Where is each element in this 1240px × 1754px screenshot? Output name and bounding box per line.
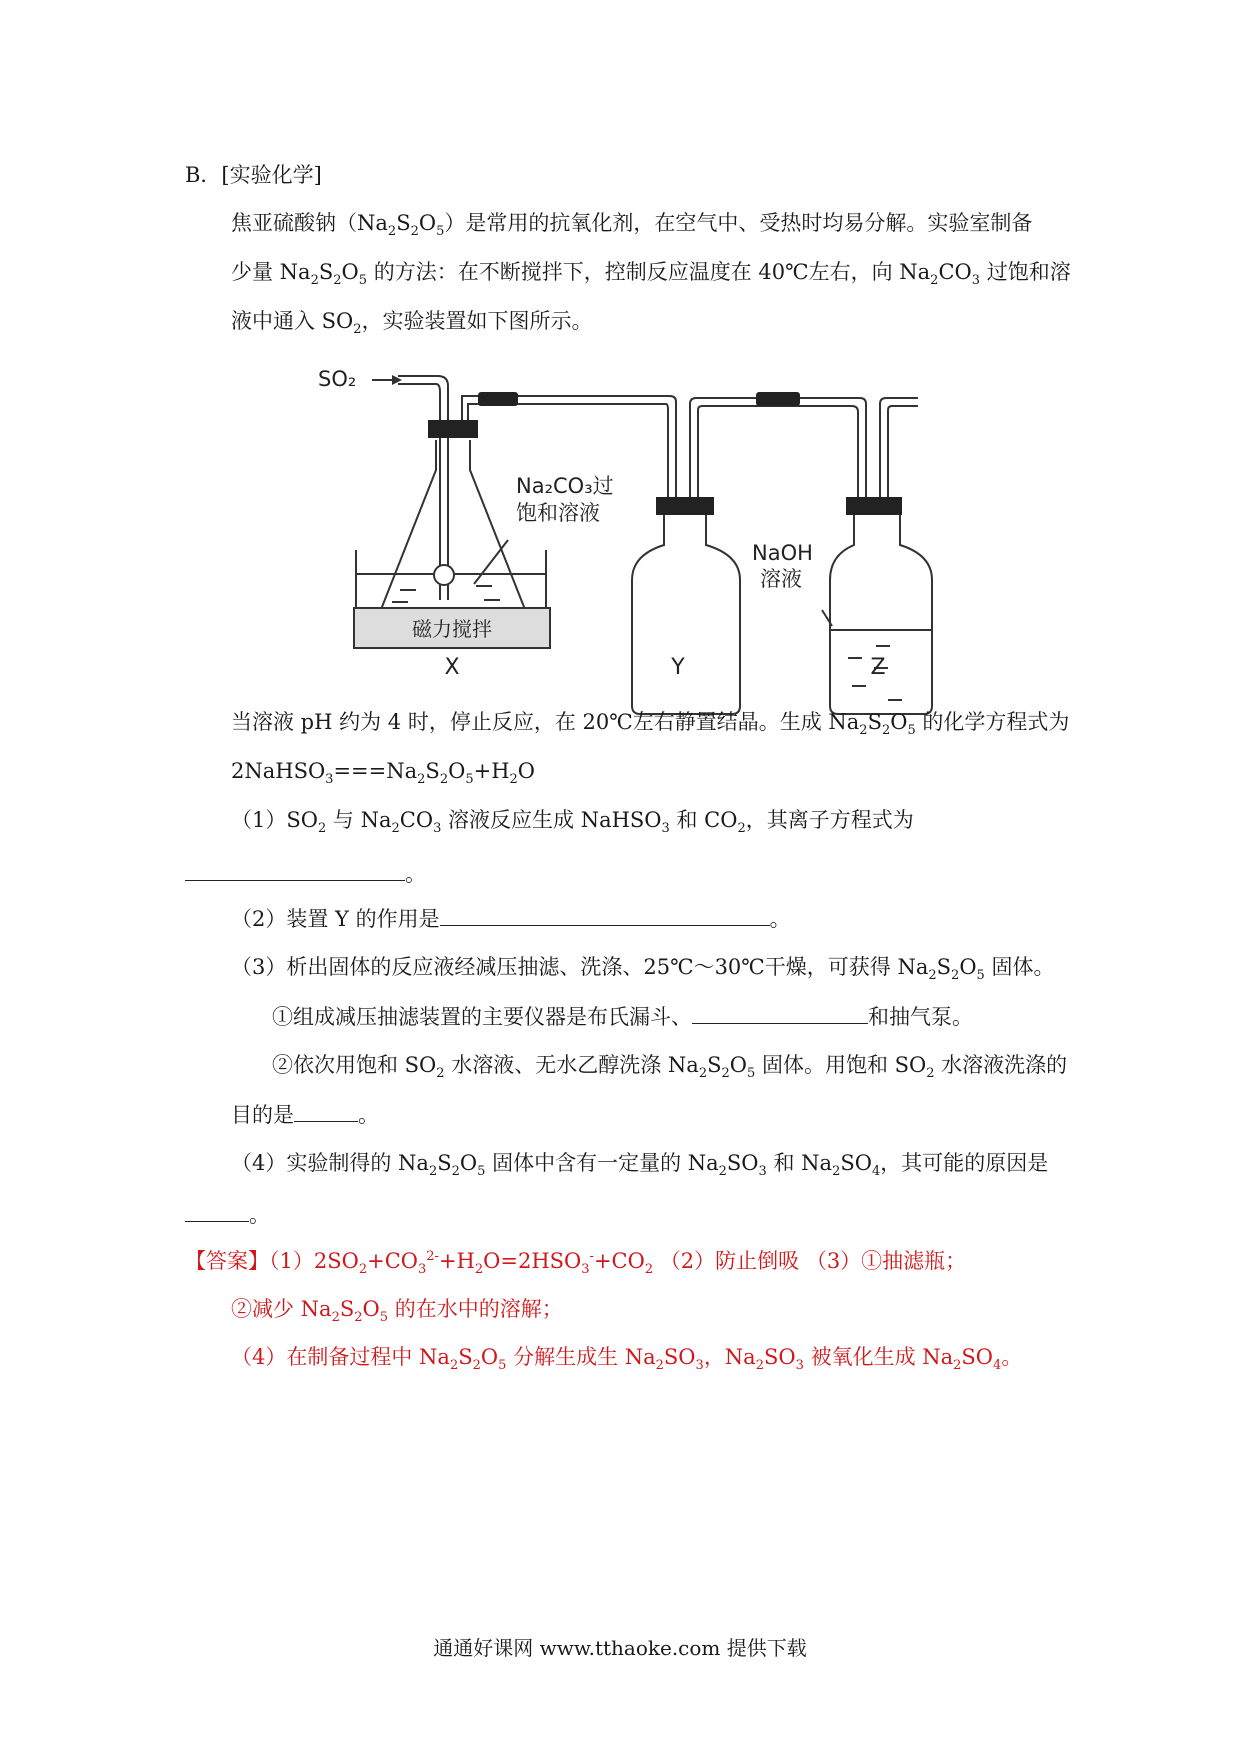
tube-y-to-z bbox=[690, 398, 866, 515]
question-1: $(1)SO_2$ 与 $Na_2CO_3$ 溶液反应生成 NaHSO$_3$ 和 $CO_2$，其离子方程式为 bbox=[231, 808, 914, 837]
page-footer: 通通好课网 www.tthaoke.com 提供下载 bbox=[433, 1636, 807, 1660]
so2-label: SO₂ bbox=[318, 367, 357, 391]
naoh-label-1: NaOH bbox=[752, 541, 813, 565]
question-2: （2）装置 Y 的作用是 。 bbox=[231, 903, 791, 934]
intro-line-3: 液中通入 $SO_2$，实验装置如下图所示。 bbox=[231, 309, 593, 338]
question-3: （3）析出固体的反应液经减压抽滤、洗涤、25℃～30℃干燥，可获得 $Na_2S_2O_5$ 固体。 bbox=[231, 955, 1055, 984]
bottle-z bbox=[830, 515, 932, 714]
connector-1 bbox=[478, 392, 518, 406]
question-1-answer-blank: 。 bbox=[185, 858, 426, 889]
after-line-1: 当溶液 pH 约为 4 时，停止反应，在 20℃左右静置结晶。生成 $Na_2S_2O_5$ 的化学方程式为 bbox=[231, 710, 1070, 739]
connector-2 bbox=[756, 392, 800, 406]
after-line-2: $2NaHSO_3===Na_2S_2O_5+H_2O$ bbox=[231, 759, 536, 788]
erlenmeyer-flask bbox=[379, 440, 527, 622]
label-y: Y bbox=[671, 655, 685, 680]
apparatus-diagram bbox=[0, 0, 1240, 720]
question-3-2: ②依次用饱和 $SO_2$ 水溶液、无水乙醇洗涤 $Na_2S_2O_5$ 固体。用饱和 $SO_2$ 水溶液洗涤的 bbox=[272, 1053, 1068, 1082]
answer-line-3: （4）在制备过程中 $Na_2S_2O_5$ 分解生成生 $Na_2SO_3$，$Na_2SO_3$ 被氧化生成 $Na_2SO_4$。 bbox=[231, 1345, 1023, 1374]
answer-line-2: ②减少 $Na_2S_2O_5$ 的在水中的溶解； bbox=[231, 1297, 563, 1326]
intro-line-1: 焦亚硫酸钠$(Na_2S_2O_5)$是常用的抗氧化剂，在空气中、受热时均易分解。实验室制备 bbox=[231, 211, 1033, 240]
section-title: B．[实验化学] bbox=[185, 163, 322, 187]
solution-label-1: Na₂CO₃过 bbox=[516, 474, 614, 498]
question-4-answer-blank: 。 bbox=[185, 1199, 270, 1230]
solution-label-2: 饱和溶液 bbox=[516, 501, 600, 525]
question-4: （4）实验制得的 $Na_2S_2O_5$ 固体中含有一定量的 $Na_2SO_3$ 和 $Na_2SO_4$，其可能的原因是 bbox=[231, 1151, 1049, 1180]
label-z: Z bbox=[870, 655, 886, 680]
answer-line-1: 【答案】$(1)2SO_2+CO_3^{2-}+H_2O=2HSO_3^-+CO_2$ （2）防止倒吸 （3）①抽滤瓶； bbox=[185, 1249, 967, 1278]
stopper-y bbox=[656, 497, 714, 515]
stopper-x bbox=[428, 420, 478, 438]
naoh-label-2: 溶液 bbox=[760, 567, 802, 591]
bottle-y bbox=[632, 515, 740, 714]
stirrer-label: 磁力搅拌 bbox=[412, 617, 492, 641]
stopper-z bbox=[846, 497, 902, 515]
label-x: X bbox=[444, 655, 460, 680]
question-3-1: ①组成减压抽滤装置的主要仪器是布氏漏斗、 和抽气泵。 bbox=[272, 1001, 973, 1032]
question-3-2-continued: 目的是 。 bbox=[231, 1099, 379, 1130]
intro-line-2: 少量 $Na_2S_2O_5$ 的方法：在不断搅拌下，控制反应温度在 40℃左右，向 $Na_2CO_3$ 过饱和溶 bbox=[231, 260, 1071, 289]
